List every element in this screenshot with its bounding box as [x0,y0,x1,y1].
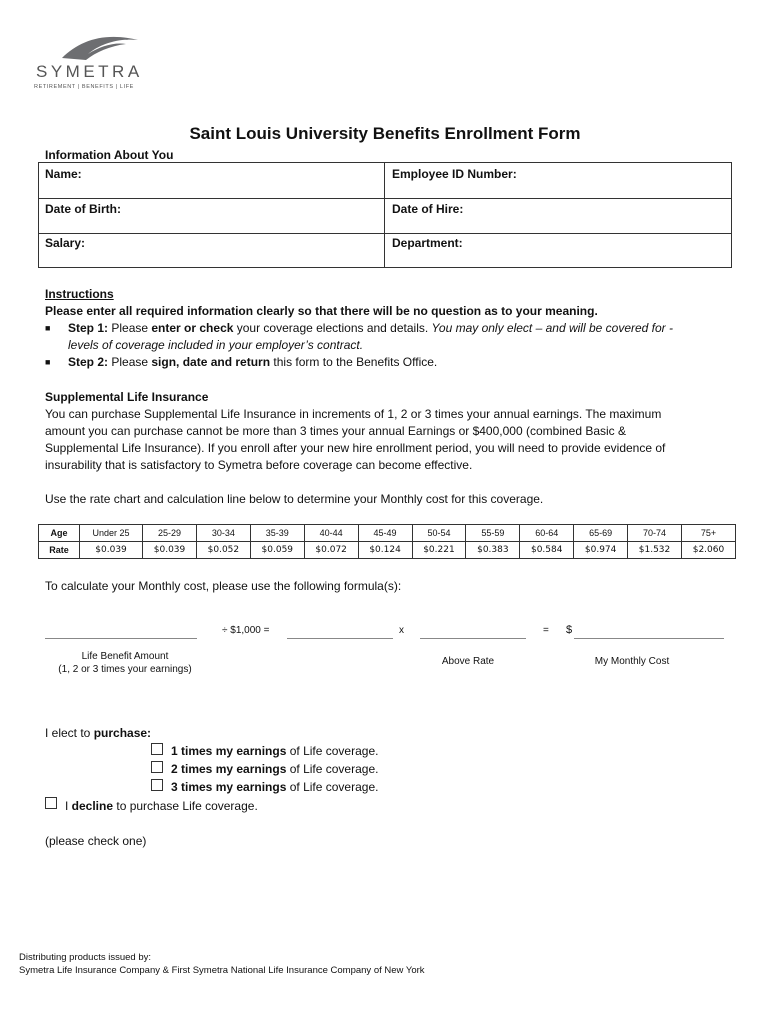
option2-label: 2 times my earnings of Life coverage. [171,762,379,776]
step1-text: Step 1: Please enter or check your coverage elections and details. You may only elect – and will be covered for - [68,321,674,335]
decline-checkbox[interactable] [45,797,57,809]
supplemental-line: You can purchase Supplemental Life Insurance in increments of 1, 2 or 3 times your annual earnings. The maximum [45,407,662,421]
employee-id-field[interactable]: Employee ID Number: [392,167,517,181]
rate-row [39,542,736,559]
rate-cell: $0.072 [304,542,358,559]
times-operator: x [399,625,404,636]
benefit-amount-input[interactable] [45,638,197,639]
info-col-divider [384,163,385,267]
footer-line2: Symetra Life Insurance Company & First Symetra National Life Insurance Company of New York [19,965,425,976]
above-rate-label: Above Rate [441,656,495,667]
info-row-divider [39,198,731,199]
swoosh-icon [60,32,140,62]
footer-line1: Distributing products issued by: [19,952,152,963]
rate-intro: Use the rate chart and calculation line below to determine your Monthly cost for this coverage. [45,492,544,506]
option3-label: 3 times my earnings of Life coverage. [171,780,379,794]
rate-cell: $0.124 [358,542,412,559]
option2-checkbox[interactable] [151,761,163,773]
formula-intro: To calculate your Monthly cost, please use the following formula(s): [45,579,402,593]
age-cell: 70-74 [628,525,682,542]
result-input[interactable] [287,638,393,639]
step1-text-cont: levels of coverage included in your employer’s contract. [68,338,364,352]
option1-label: 1 times my earnings of Life coverage. [171,744,379,758]
rate-cell: $0.974 [574,542,628,559]
decline-label: I decline to purchase Life coverage. [65,799,258,813]
rate-cell: $1.532 [628,542,682,559]
rate-cell: $0.383 [466,542,520,559]
name-field[interactable]: Name: [45,167,82,181]
date-of-hire-field[interactable]: Date of Hire: [392,202,464,216]
logo-tagline: RETIREMENT | BENEFITS | LIFE [34,84,134,90]
rate-cell: $0.039 [143,542,197,559]
instructions-lead: Please enter all required information clearly so that there will be no question as to your meaning. [45,304,598,318]
dollar-sign: $ [566,624,573,636]
logo-wordmark: SYMETRA [36,62,143,81]
monthly-cost-label: My Monthly Cost [594,656,670,667]
page-title: Saint Louis University Benefits Enrollment Form [189,124,581,143]
divide-operator: ÷ $1,000 = [222,625,270,636]
supplemental-line: insurability that is satisfactory to Symetra before coverage can become effective. [45,458,473,472]
age-cell: 75+ [681,525,735,542]
rate-cell: $0.584 [520,542,574,559]
age-cell: 45-49 [358,525,412,542]
info-heading: Information About You [45,148,174,162]
supplemental-heading: Supplemental Life Insurance [45,390,209,404]
age-row [39,525,736,542]
rate-header: Rate [39,542,80,559]
info-row-divider [39,233,731,234]
elect-intro: I elect to purchase: [45,726,152,740]
rate-cell: $0.059 [250,542,304,559]
instructions-heading: Instructions [45,287,114,301]
rate-cell: $0.221 [412,542,466,559]
benefit-amount-sublabel: (1, 2 or 3 times your earnings) [58,664,192,675]
option1-checkbox[interactable] [151,743,163,755]
bullet-icon: ■ [45,323,51,333]
age-header: Age [39,525,80,542]
date-of-birth-field[interactable]: Date of Birth: [45,202,121,216]
age-cell: 25-29 [143,525,197,542]
age-cell: 60-64 [520,525,574,542]
option3-checkbox[interactable] [151,779,163,791]
monthly-cost-input[interactable] [574,638,724,639]
supplemental-line: amount you can purchase cannot be more than 3 times your annual Earnings or $400,000 (combined Basic & [45,424,627,438]
age-cell: 50-54 [412,525,466,542]
age-cell: 30-34 [196,525,250,542]
department-field[interactable]: Department: [392,236,463,250]
benefit-amount-label: Life Benefit Amount [81,651,169,662]
rate-cell: $2.060 [681,542,735,559]
age-cell: 35-39 [250,525,304,542]
equals-operator: = [543,625,549,636]
step2-text: Step 2: Please sign, date and return this form to the Benefits Office. [68,355,438,369]
age-cell: 40-44 [304,525,358,542]
salary-field[interactable]: Salary: [45,236,86,250]
check-one-note: (please check one) [45,834,147,848]
bullet-icon: ■ [45,357,51,367]
rate-table [38,524,736,559]
rate-input[interactable] [420,638,526,639]
symetra-logo [34,32,144,92]
info-table [38,162,732,268]
rate-cell: $0.052 [196,542,250,559]
age-cell: Under 25 [80,525,143,542]
rate-cell: $0.039 [80,542,143,559]
age-cell: 55-59 [466,525,520,542]
age-cell: 65-69 [574,525,628,542]
supplemental-line: Supplemental Life Insurance). If you enroll after your new hire enrollment period, you will need to provide evidence of [45,441,666,455]
